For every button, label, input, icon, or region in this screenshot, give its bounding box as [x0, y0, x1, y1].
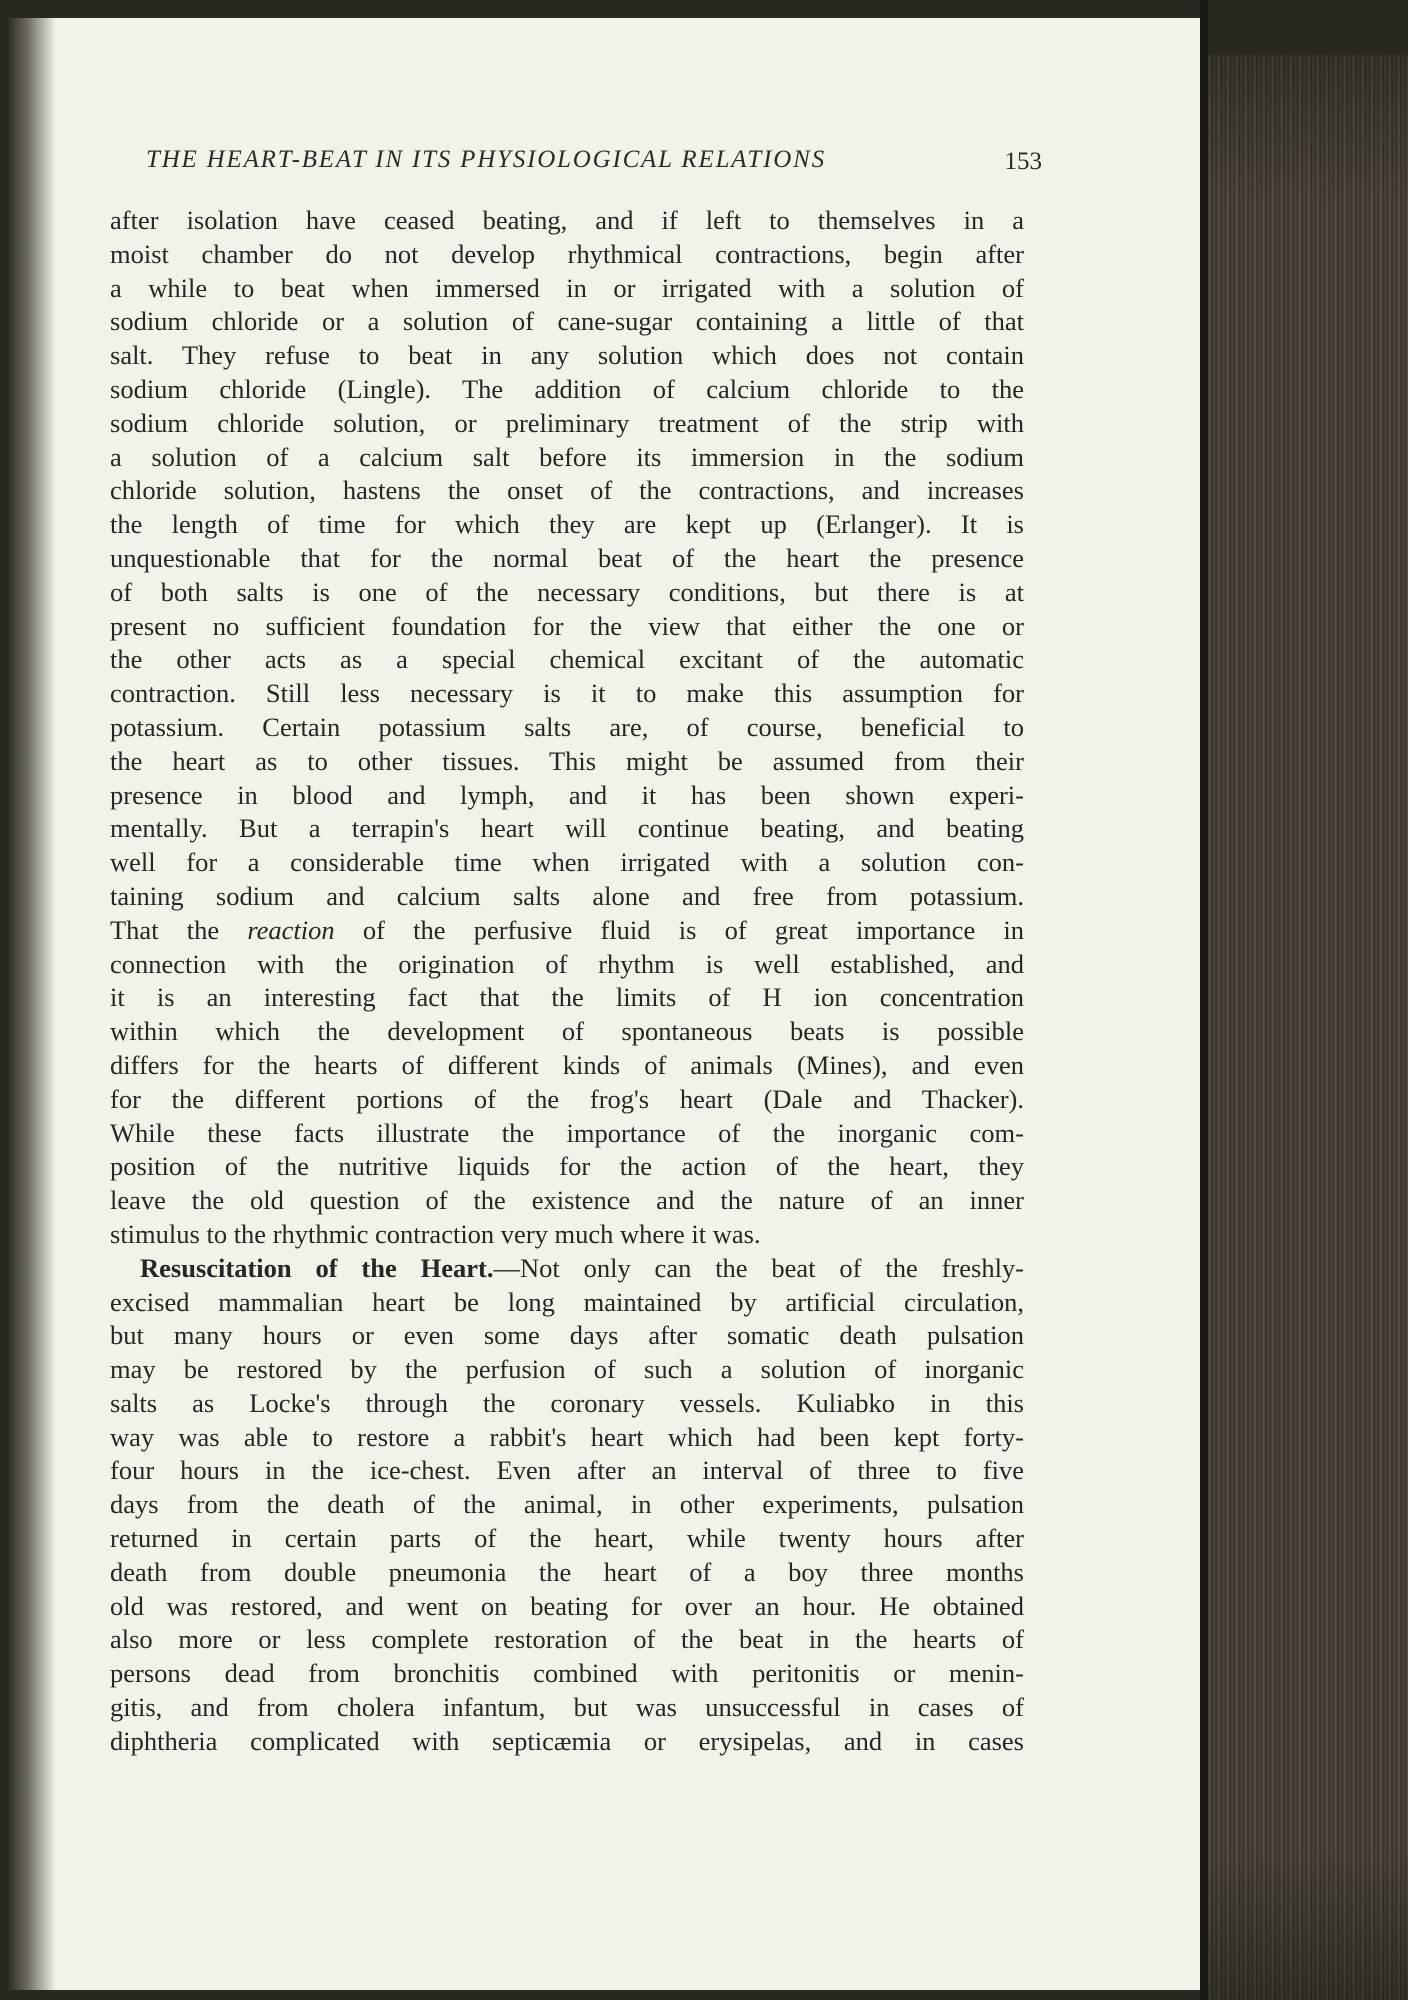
text-line: contraction. Still less necessary is it to make this assumption for — [110, 678, 1024, 709]
text-line: well for a considerable time when irrigated with a solution con- — [110, 847, 1024, 878]
text-segment: of the perfusive fluid is of great importance in — [334, 914, 1025, 945]
text-line: old was restored, and went on beating for over an hour. He obtained — [110, 1590, 1024, 1621]
text-line: within which the development of spontaneous beats is possible — [110, 1016, 1024, 1047]
text-line: moist chamber do not develop rhythmical contractions, begin after — [110, 238, 1024, 269]
running-title: THE HEART-BEAT IN ITS PHYSIOLOGICAL RELATIONS — [146, 146, 826, 173]
text-line: sodium chloride (Lingle). The addition of calcium chloride to the — [110, 373, 1024, 404]
text-line: leave the old question of the existence and the nature of an inner — [110, 1185, 1024, 1216]
text-line: stimulus to the rhythmic contraction very much where it was. — [110, 1218, 761, 1249]
text-line: four hours in the ice-chest. Even after an interval of three to five — [110, 1455, 1024, 1486]
text-line: excised mammalian heart be long maintained by artificial circulation, — [110, 1286, 1024, 1317]
text-line — [110, 914, 1024, 948]
text-line: presence in blood and lymph, and it has been shown experi- — [110, 779, 1024, 810]
text-line: sodium chloride or a solution of cane-sugar containing a little of that — [110, 306, 1024, 337]
text-line: death from double pneumonia the heart of a boy three months — [110, 1556, 1024, 1587]
text-line: While these facts illustrate the importance of the inorganic com- — [110, 1117, 1024, 1148]
text-line: also more or less complete restoration of the beat in the hearts of — [110, 1624, 1024, 1655]
emphasis-reaction: reaction — [247, 914, 335, 945]
text-line: after isolation have ceased beating, and if left to themselves in a — [110, 205, 1024, 235]
text-segment: —Not only can the beat of the freshly- — [493, 1252, 1025, 1283]
text-line: of both salts is one of the necessary conditions, but there is at — [110, 576, 1024, 607]
text-line: persons dead from bronchitis combined with peritonitis or menin- — [110, 1658, 1024, 1689]
running-head — [146, 146, 1042, 186]
text-line: mentally. But a terrapin's heart will continue beating, and beating — [110, 813, 1024, 844]
text-line: the length of time for which they are kept up (Erlanger). It is — [110, 509, 1024, 540]
text-line: unquestionable that for the normal beat of the heart the presence — [110, 542, 1024, 573]
text-line: chloride solution, hastens the onset of the contractions, and increases — [110, 475, 1024, 506]
text-line: position of the nutritive liquids for the action of the heart, they — [110, 1151, 1024, 1182]
text-line: way was able to restore a rabbit's heart which had been kept forty- — [110, 1421, 1024, 1452]
text-line: sodium chloride solution, or preliminary treatment of the strip with — [110, 407, 1024, 438]
binding-shadow — [8, 18, 56, 1990]
text-line: returned in certain parts of the heart, while twenty hours after — [110, 1523, 1024, 1554]
text-line: a while to beat when immersed in or irrigated with a solution of — [110, 272, 1024, 303]
text-line: connection with the origination of rhythm is well established, and — [110, 948, 1024, 979]
text-line: differs for the hearts of different kinds of animals (Mines), and even — [110, 1049, 1024, 1080]
text-line: salts as Locke's through the coronary vessels. Kuliabko in this — [110, 1387, 1024, 1418]
text-line: potassium. Certain potassium salts are, of course, beneficial to — [110, 711, 1024, 742]
text-line: days from the death of the animal, in other experiments, pulsation — [110, 1489, 1024, 1520]
text-line: gitis, and from cholera infantum, but was unsuccessful in cases of — [110, 1692, 1024, 1723]
page-number: 153 — [1004, 148, 1042, 175]
book-page — [8, 18, 1200, 1990]
section-heading: Resuscitation of the Heart. — [140, 1252, 494, 1283]
text-line: it is an interesting fact that the limits of H ion concentration — [110, 982, 1024, 1013]
text-line: present no sufficient foundation for the view that either the one or — [110, 610, 1024, 641]
text-line: but many hours or even some days after somatic death pulsation — [110, 1320, 1024, 1351]
book-fore-edge — [1208, 55, 1408, 2000]
page-edge — [1200, 0, 1208, 2000]
body-text — [110, 204, 1024, 1759]
text-line: for the different portions of the frog's heart (Dale and Thacker). — [110, 1083, 1024, 1114]
text-line: diphtheria complicated with septicæmia or erysipelas, and in cases — [110, 1725, 1024, 1756]
section-heading-line — [110, 1252, 1024, 1286]
text-segment: That the — [110, 914, 248, 945]
text-line: the heart as to other tissues. This might be assumed from their — [110, 745, 1024, 776]
text-line: salt. They refuse to beat in any solution which does not contain — [110, 340, 1024, 371]
text-line: the other acts as a special chemical excitant of the automatic — [110, 644, 1024, 675]
text-line: may be restored by the perfusion of such a solution of inorganic — [110, 1354, 1024, 1385]
text-line: taining sodium and calcium salts alone and free from potassium. — [110, 880, 1024, 911]
text-line: a solution of a calcium salt before its immersion in the sodium — [110, 441, 1024, 472]
